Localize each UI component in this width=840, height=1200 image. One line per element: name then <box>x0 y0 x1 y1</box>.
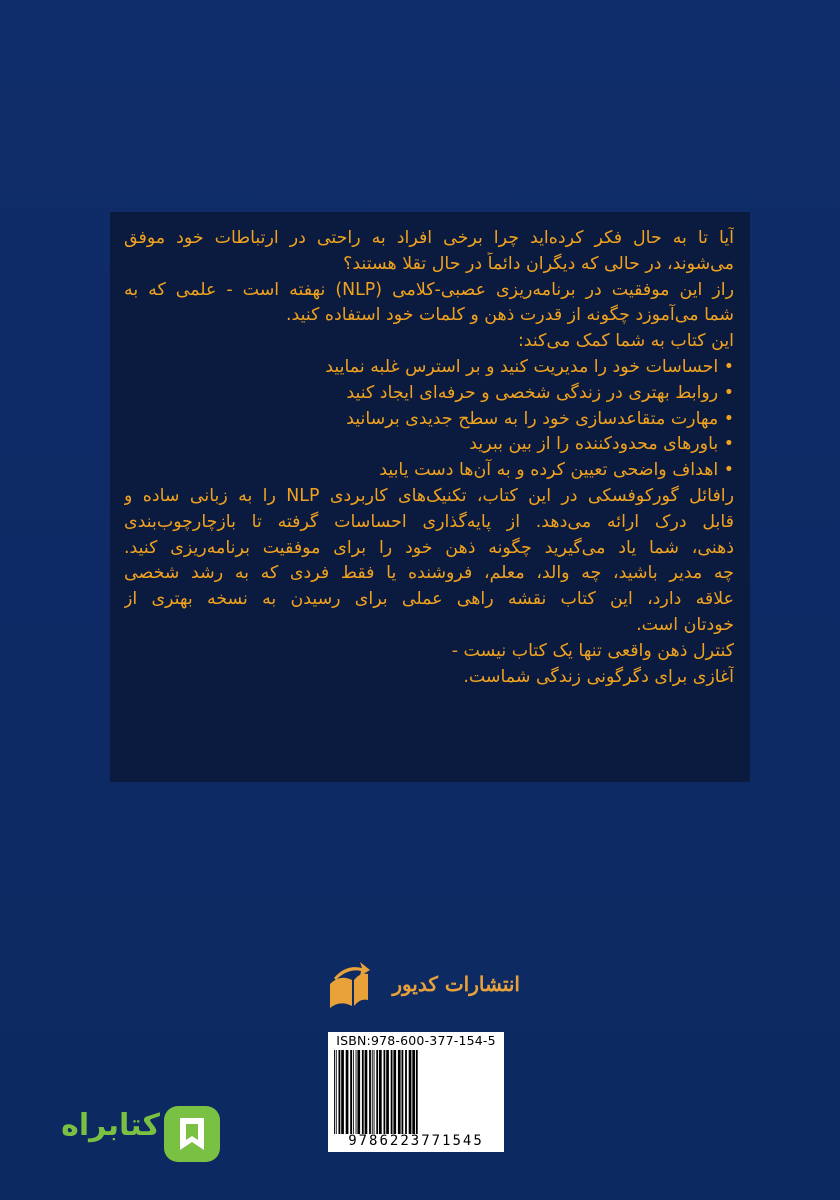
blurb-line: شما می‌آموزد چگونه از قدرت ذهن و کلمات خود استفاده کنید. <box>285 305 734 326</box>
blurb-line: ذهنی، شما یاد می‌گیرید چگونه ذهن خود را برای موفقیت برنامه‌ریزی کنید. <box>124 537 734 558</box>
bullet-item: • اهداف واضحی تعیین کرده و به آن‌ها دست یابید <box>379 460 734 481</box>
bullet-item: • احساسات خود را مدیریت کنید و بر استرس غلبه نمایید <box>325 356 734 377</box>
blurb-line: علاقه دارد، این کتاب نقشه راهی عملی برای رسیدن به نسخه بهتری از <box>124 589 734 610</box>
book-arrow-icon <box>326 962 370 1014</box>
blurb-line: این کتاب به شما کمک می‌کند: <box>517 331 734 352</box>
store-name: کتابراه <box>61 1108 160 1143</box>
bullet-item: • باورهای محدودکننده را از بین ببرید <box>469 434 734 455</box>
publisher-logo <box>330 962 520 1022</box>
blurb-line: خودتان است. <box>636 614 734 635</box>
blurb-line: کنترل ذهن واقعی تنها یک کتاب نیست - <box>451 640 734 661</box>
blurb-line: آیا تا به حال فکر کرده‌اید چرا برخی افراد به راحتی در ارتباطات خود موفق <box>124 228 734 248</box>
blurb-line: آغازی برای دگرگونی زندگی شماست. <box>463 666 734 687</box>
blurb-line: قابل درک ارائه می‌دهد. از پایه‌گذاری احساسات گرفته تا بازچارچوب‌بندی <box>124 511 734 532</box>
publisher-name: انتشارات کدیور <box>392 972 520 996</box>
ean-digits: 9786223771545 <box>348 1133 484 1149</box>
barcode <box>332 1050 500 1134</box>
bookmark-badge-icon <box>164 1106 220 1162</box>
isbn-label: ISBN:978-600-377-154-5 <box>336 1033 496 1048</box>
isbn-barcode <box>328 1032 504 1152</box>
blurb-line: رافائل گورکوفسکی در این کتاب، تکنیک‌های کاربردی NLP را به زبانی ساده و <box>124 485 734 506</box>
blurb-line: راز این موفقیت در برنامه‌ریزی عصبی-کلامی (NLP) نهفته است - علمی که به <box>124 279 734 300</box>
blurb-panel <box>110 212 750 782</box>
store-logo <box>40 1106 220 1166</box>
blurb-line: چه مدیر باشید، چه والد، معلم، فروشنده یا فقط فردی که به رشد شخصی <box>124 563 734 584</box>
bullet-item: • روابط بهتری در زندگی شخصی و حرفه‌ای ایجاد کنید <box>346 382 734 403</box>
blurb-line: می‌شوند، در حالی که دیگران دائماً در حال تقلا هستند؟ <box>343 253 734 274</box>
bullet-item: • مهارت متقاعدسازی خود را به سطح جدیدی برسانید <box>346 408 734 429</box>
